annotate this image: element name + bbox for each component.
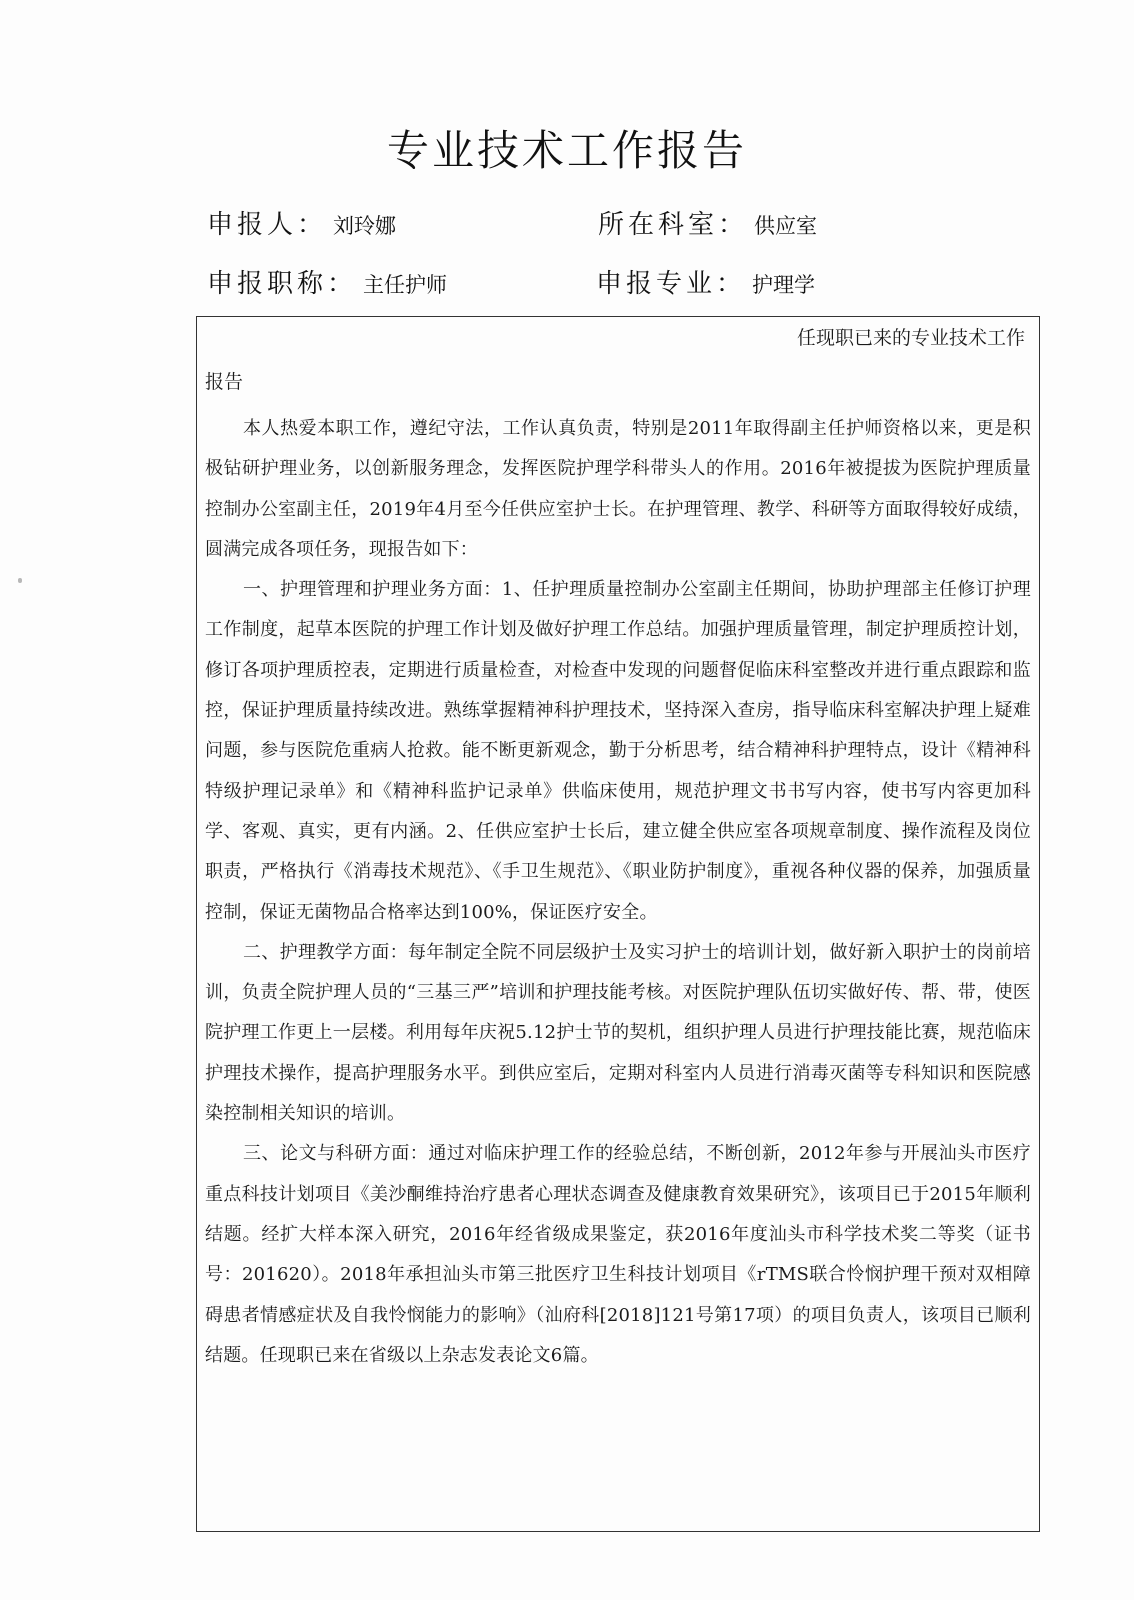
report-body [205, 409, 1031, 1376]
applicant-field [207, 210, 396, 241]
applicant-label: 申报人： [207, 210, 328, 240]
position-label: 申报职称： [207, 269, 358, 299]
major-field [596, 269, 815, 300]
department-field [598, 210, 817, 241]
paragraph-teaching: 二、护理教学方面：每年制定全院不同层级护士及实习护士的培训计划，做好新入职护士的岗前培训，负责全院护理人员的“三基三严”培训和护理技能考核。对医院护理队伍切实做好传、帮、带，使医院护理工作更上一层楼。利用每年庆祝5.12护士节的契机，组织护理人员进行护理技能比赛，规范临床护理技术操作，提高护理服务水平。到供应室后，定期对科室内人员进行消毒灭菌等专科知识和医院感染控制相关知识的培训。 [205, 941, 1031, 1125]
report-heading-continued: 报告 [205, 371, 244, 393]
report-heading: 任现职已来的专业技术工作 [796, 327, 1025, 349]
department-value: 供应室 [754, 214, 818, 238]
position-field [207, 269, 447, 300]
paragraph-research: 三、论文与科研方面：通过对临床护理工作的经验总结，不断创新，2012年参与开展汕头市医疗重点科技计划项目《美沙酮维持治疗患者心理状态调查及健康教育效果研究》，该项目已于2015年顺利结题。经扩大样本深入研究，2016年经省级成果鉴定，获2016年度汕头市科学技术奖二等奖（证书号：201620）。2018年承担汕头市第三批医疗卫生科技计划项目《rTMS联合怜悯护理干预对双相障碍患者情感症状及自我怜悯能力的影响》（汕府科[2018]121号第17项）的项目负责人，该项目已顺利结题。任现职已来在省级以上杂志发表论文6篇。 [205, 1143, 1031, 1366]
scan-speck [18, 578, 22, 583]
document-title: 专业技术工作报告 [386, 126, 747, 175]
report-box [196, 316, 1040, 1532]
department-label: 所在科室： [598, 210, 749, 240]
major-value: 护理学 [752, 273, 816, 297]
major-label: 申报专业： [596, 269, 747, 299]
paragraph-management: 一、护理管理和护理业务方面：1、任护理质量控制办公室副主任期间，协助护理部主任修订护理工作制度，起草本医院的护理工作计划及做好护理工作总结。加强护理质量管理，制定护理质控计划，修订各项护理质控表，定期进行质量检查，对检查中发现的问题督促临床科室整改并进行重点跟踪和监控，保证护理质量持续改进。熟练掌握精神科护理技术，坚持深入查房，指导临床科室解决护理上疑难问题，参与医院危重病人抢救。能不断更新观念，勤于分析思考，结合精神科护理特点，设计《精神科特级护理记录单》和《精神科监护记录单》供临床使用，规范护理文书书写内容，使书写内容更加科学、客观、真实，更有内涵。2、任供应室护士长后，建立健全供应室各项规章制度、操作流程及岗位职责，严格执行《消毒技术规范》、《手卫生规范》、《职业防护制度》，重视各种仪器的保养，加强质量控制，保证无菌物品合格率达到100%，保证医疗安全。 [205, 579, 1031, 923]
position-value: 主任护师 [363, 273, 448, 297]
paragraph-intro: 本人热爱本职工作，遵纪守法，工作认真负责，特别是2011年取得副主任护师资格以来，更是积极钻研护理业务，以创新服务理念，发挥医院护理学科带头人的作用。2016年被提拔为医院护理质量控制办公室副主任，2019年4月至今任供应室护士长。在护理管理、教学、科研等方面取得较好成绩，圆满完成各项任务，现报告如下： [205, 418, 1031, 560]
applicant-value: 刘玲娜 [333, 214, 397, 238]
